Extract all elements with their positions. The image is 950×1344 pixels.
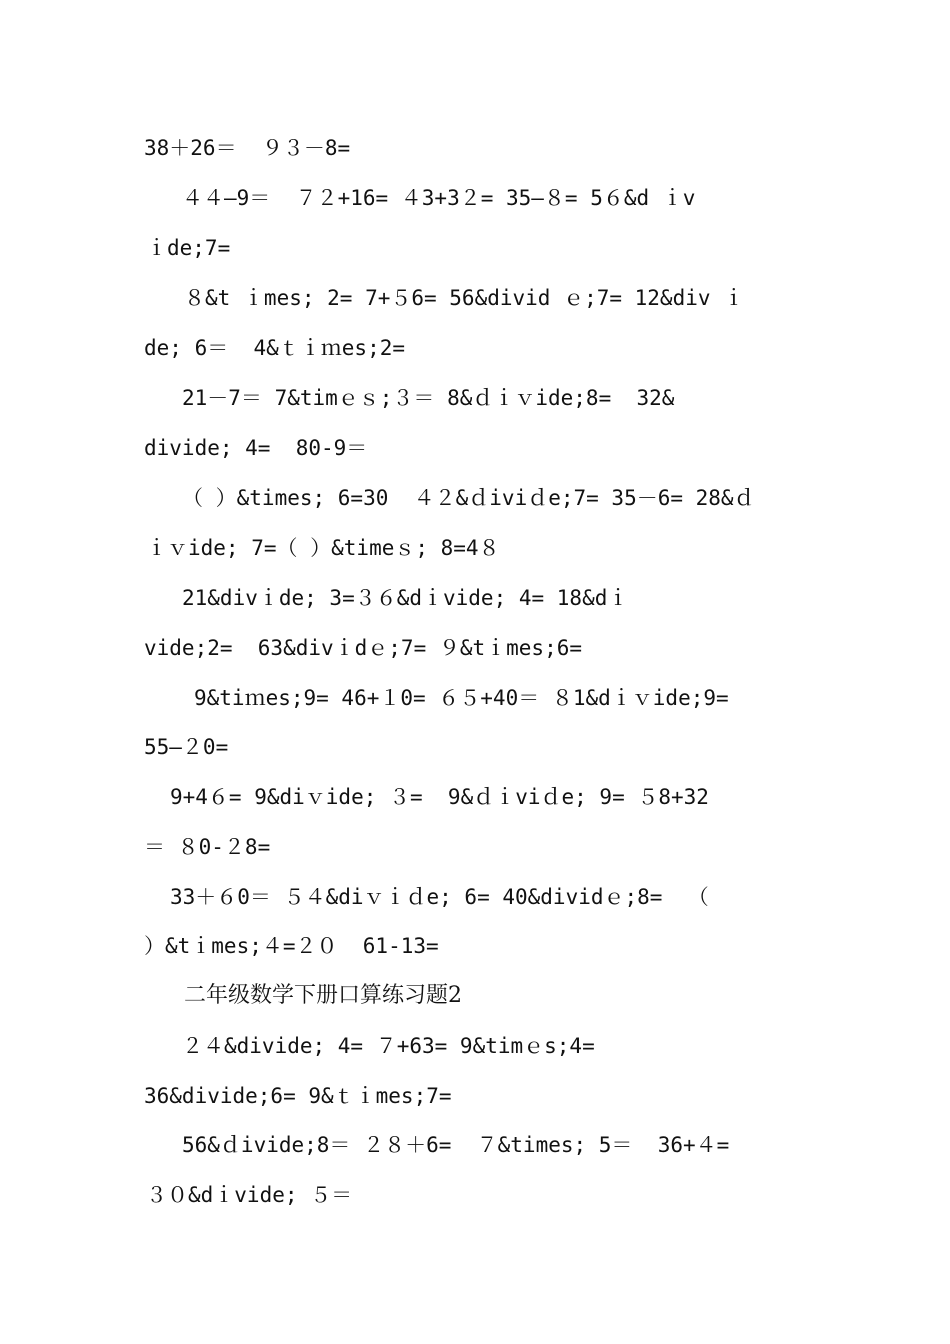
text-line-19: 36&divide;6= 9&ｔｉmes;7= (144, 1084, 452, 1108)
text-line-15: ＝ ８0-２8= (144, 835, 271, 859)
text-line-11: vide;2= 63&divｉdｅ;7= ９&tｉmes;6= (144, 636, 583, 660)
text-line-4: ８&t ｉmes; 2= 7+５6= 56&divid ｅ;7= 12&div ｉ (184, 286, 745, 310)
text-line-1: 38＋26＝ ９３－8= (144, 136, 351, 160)
text-line-7: divide; 4= 80-9＝ (144, 436, 368, 460)
text-line-14: 9+4６= 9&diｖide; ３= 9&ｄｉviｄe; 9= ５8+32 (170, 785, 709, 809)
text-line-12: 9&tiｍes;9= 46+１0= ６５+40＝ ８1&dｉｖide;9= (194, 686, 729, 710)
text-line-2: ４４—9＝ ７２+16= ４3+3２= 35—８= 5６&d ｉv (182, 186, 696, 210)
text-line-5: de; 6＝ 4&ｔｉｍes;2= (144, 336, 406, 360)
text-line-3: ｉde;7= (146, 236, 231, 260)
text-line-18: ２４&divide; 4= ７+63= 9&timｅs;4= (182, 1034, 595, 1058)
text-line-16: 33＋６0＝ ５４&diｖｉｄe; 6= 40&dividｅ;8= （ (170, 885, 709, 909)
text-line-13: 55—２0= (144, 735, 229, 759)
text-line-10: 21&divｉde; 3=３６&dｉvide; 4= 18&dｉ (182, 586, 629, 610)
text-line-9: ｉｖide; 7=（ ）&timeｓ; 8=4８ (146, 536, 500, 560)
text-line-6: 21－7＝ 7&timｅｓ;３＝ 8&ｄｉｖide;8= 32& (182, 386, 675, 410)
text-line-21: ３０&dｉvide; ５＝ (146, 1183, 353, 1207)
text-line-8: （ ）&times; 6=30 ４２&ｄiviｄe;7= 35－6= 28&ｄ (182, 486, 755, 510)
text-line-17: ）&tｉmes;４=２０ 61-13= (144, 934, 439, 958)
text-line-20: 56&ｄivide;8＝ ２８＋6= ７&times; 5＝ 36+４= (182, 1133, 730, 1157)
section-heading: 二年级数学下册口算练习题2 (184, 983, 462, 1008)
